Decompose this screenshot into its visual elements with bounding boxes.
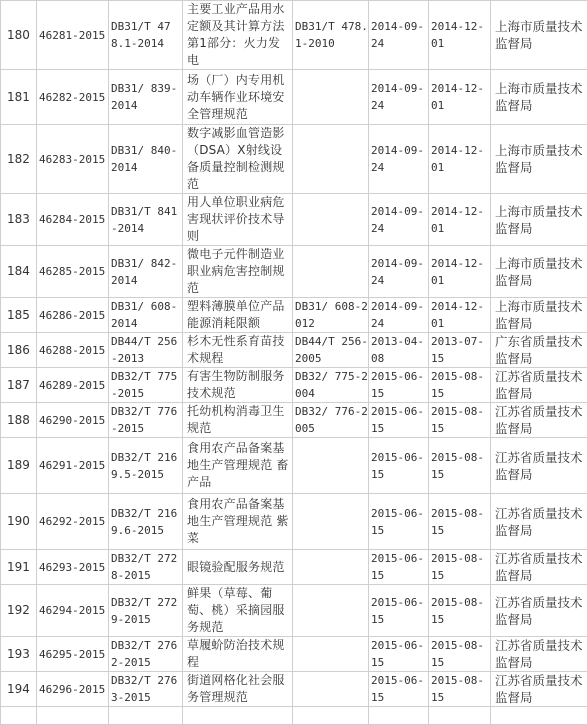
effective-date-cell xyxy=(429,707,491,725)
record-number-cell: 46290-2015 xyxy=(37,403,109,438)
effective-date-cell: 2014-12-01 xyxy=(429,298,491,333)
record-number-cell: 46288-2015 xyxy=(37,333,109,368)
issue-date-cell: 2014-09-24 xyxy=(369,1,429,70)
seq-cell: 182 xyxy=(1,125,37,194)
issue-date-cell: 2014-09-24 xyxy=(369,298,429,333)
standard-name-cell: 鲜果（草莓、葡萄、桃）采摘园服务规范 xyxy=(183,585,293,637)
authority-cell: 上海市质量技术监督局 xyxy=(491,70,587,125)
authority-cell: 江苏省质量技术监督局 xyxy=(491,585,587,637)
issue-date-cell: 2015-06-15 xyxy=(369,637,429,672)
record-number-cell: 46292-2015 xyxy=(37,494,109,550)
table-row xyxy=(1,494,587,550)
issue-date-cell: 2015-06-15 xyxy=(369,438,429,494)
table-row xyxy=(1,637,587,672)
effective-date-cell: 2013-07-15 xyxy=(429,333,491,368)
effective-date-cell: 2015-08-15 xyxy=(429,368,491,403)
authority-cell: 上海市质量技术监督局 xyxy=(491,298,587,333)
table-row xyxy=(1,298,587,333)
standard-name-cell: 用人单位职业病危害现状评价技术导则 xyxy=(183,194,293,246)
seq-cell xyxy=(1,707,37,725)
standard-name-cell: 主要工业产品用水定额及其计算方法 第1部分：火力发电 xyxy=(183,1,293,70)
table-row xyxy=(1,333,587,368)
seq-cell: 186 xyxy=(1,333,37,368)
seq-cell: 188 xyxy=(1,403,37,438)
effective-date-cell: 2015-08-15 xyxy=(429,494,491,550)
replaced-standard-cell xyxy=(293,707,369,725)
replaced-standard-cell: DB44/T 256-2005 xyxy=(293,333,369,368)
standard-name-cell: 食用农产品备案基地生产管理规范 紫菜 xyxy=(183,494,293,550)
effective-date-cell: 2015-08-15 xyxy=(429,438,491,494)
standard-number-cell: DB31/T 478.1-2014 xyxy=(109,1,183,70)
standard-name-cell: 杉木无性系育苗技术规程 xyxy=(183,333,293,368)
authority-cell: 上海市质量技术监督局 xyxy=(491,125,587,194)
authority-cell: 江苏省质量技术监督局 xyxy=(491,438,587,494)
authority-cell: 江苏省质量技术监督局 xyxy=(491,637,587,672)
standard-name-cell: 街道网格化社会服务管理规范 xyxy=(183,672,293,707)
effective-date-cell: 2014-12-01 xyxy=(429,246,491,298)
standard-number-cell: DB32/T 776-2015 xyxy=(109,403,183,438)
effective-date-cell: 2015-08-15 xyxy=(429,585,491,637)
standard-name-cell: 眼镜验配服务规范 xyxy=(183,550,293,585)
table-row xyxy=(1,672,587,707)
standard-number-cell: DB32/T 775-2015 xyxy=(109,368,183,403)
standard-name-cell: 有害生物防制服务技术规范 xyxy=(183,368,293,403)
seq-cell: 192 xyxy=(1,585,37,637)
standard-name-cell: 塑料薄膜单位产品能源消耗限额 xyxy=(183,298,293,333)
standard-number-cell: DB32/T 2169.6-2015 xyxy=(109,494,183,550)
standard-number-cell: DB44/T 256-2013 xyxy=(109,333,183,368)
table-row xyxy=(1,194,587,246)
replaced-standard-cell xyxy=(293,125,369,194)
record-number-cell: 46294-2015 xyxy=(37,585,109,637)
table-row xyxy=(1,550,587,585)
replaced-standard-cell xyxy=(293,438,369,494)
record-number-cell: 46289-2015 xyxy=(37,368,109,403)
standard-number-cell xyxy=(109,707,183,725)
issue-date-cell: 2015-06-15 xyxy=(369,550,429,585)
authority-cell xyxy=(491,707,587,725)
seq-cell: 187 xyxy=(1,368,37,403)
standard-number-cell: DB31/T 841-2014 xyxy=(109,194,183,246)
standard-number-cell: DB32/T 2762-2015 xyxy=(109,637,183,672)
effective-date-cell: 2014-12-01 xyxy=(429,70,491,125)
table-row xyxy=(1,246,587,298)
table-row xyxy=(1,125,587,194)
standard-name-cell: 食用农产品备案基地生产管理规范 畜产品 xyxy=(183,438,293,494)
standard-name-cell: 数字减影血管造影（DSA）X射线设备质量控制检测规范 xyxy=(183,125,293,194)
replaced-standard-cell xyxy=(293,672,369,707)
seq-cell: 193 xyxy=(1,637,37,672)
seq-cell: 189 xyxy=(1,438,37,494)
table-row xyxy=(1,707,587,725)
effective-date-cell: 2015-08-15 xyxy=(429,637,491,672)
standard-number-cell: DB32/T 2763-2015 xyxy=(109,672,183,707)
replaced-standard-cell xyxy=(293,194,369,246)
issue-date-cell: 2015-06-15 xyxy=(369,672,429,707)
replaced-standard-cell: DB32/ 776-2005 xyxy=(293,403,369,438)
replaced-standard-cell xyxy=(293,246,369,298)
authority-cell: 江苏省质量技术监督局 xyxy=(491,403,587,438)
seq-cell: 190 xyxy=(1,494,37,550)
replaced-standard-cell: DB31/ 608-2012 xyxy=(293,298,369,333)
seq-cell: 181 xyxy=(1,70,37,125)
issue-date-cell: 2014-09-24 xyxy=(369,125,429,194)
authority-cell: 上海市质量技术监督局 xyxy=(491,194,587,246)
record-number-cell: 46285-2015 xyxy=(37,246,109,298)
standard-number-cell: DB32/T 2169.5-2015 xyxy=(109,438,183,494)
standard-name-cell: 场（厂）内专用机动车辆作业环境安全管理规范 xyxy=(183,70,293,125)
replaced-standard-cell: DB31/T 478.1-2010 xyxy=(293,1,369,70)
standard-name-cell: 托幼机构消毒卫生规范 xyxy=(183,403,293,438)
table-body xyxy=(1,1,587,725)
record-number-cell: 46295-2015 xyxy=(37,637,109,672)
issue-date-cell xyxy=(369,707,429,725)
issue-date-cell: 2014-09-24 xyxy=(369,70,429,125)
table-row xyxy=(1,403,587,438)
issue-date-cell: 2015-06-15 xyxy=(369,585,429,637)
seq-cell: 191 xyxy=(1,550,37,585)
record-number-cell: 46291-2015 xyxy=(37,438,109,494)
issue-date-cell: 2015-06-15 xyxy=(369,494,429,550)
table-row xyxy=(1,1,587,70)
standard-number-cell: DB32/T 2729-2015 xyxy=(109,585,183,637)
standard-number-cell: DB31/ 840-2014 xyxy=(109,125,183,194)
authority-cell: 江苏省质量技术监督局 xyxy=(491,550,587,585)
effective-date-cell: 2015-08-15 xyxy=(429,672,491,707)
table-row xyxy=(1,70,587,125)
issue-date-cell: 2014-09-24 xyxy=(369,246,429,298)
standard-name-cell: 草履蚧防治技术规程 xyxy=(183,637,293,672)
seq-cell: 194 xyxy=(1,672,37,707)
replaced-standard-cell xyxy=(293,637,369,672)
standard-number-cell: DB32/T 2728-2015 xyxy=(109,550,183,585)
record-number-cell xyxy=(37,707,109,725)
table-row xyxy=(1,585,587,637)
authority-cell: 江苏省质量技术监督局 xyxy=(491,368,587,403)
replaced-standard-cell xyxy=(293,70,369,125)
record-number-cell: 46282-2015 xyxy=(37,70,109,125)
effective-date-cell: 2014-12-01 xyxy=(429,194,491,246)
effective-date-cell: 2014-12-01 xyxy=(429,125,491,194)
standard-number-cell: DB31/ 839-2014 xyxy=(109,70,183,125)
table-row xyxy=(1,438,587,494)
seq-cell: 184 xyxy=(1,246,37,298)
replaced-standard-cell: DB32/ 775-2004 xyxy=(293,368,369,403)
issue-date-cell: 2014-09-24 xyxy=(369,194,429,246)
effective-date-cell: 2015-08-15 xyxy=(429,403,491,438)
effective-date-cell: 2014-12-01 xyxy=(429,1,491,70)
authority-cell: 上海市质量技术监督局 xyxy=(491,246,587,298)
record-number-cell: 46296-2015 xyxy=(37,672,109,707)
authority-cell: 江苏省质量技术监督局 xyxy=(491,672,587,707)
table-row xyxy=(1,368,587,403)
effective-date-cell: 2015-08-15 xyxy=(429,550,491,585)
standard-name-cell xyxy=(183,707,293,725)
record-number-cell: 46281-2015 xyxy=(37,1,109,70)
issue-date-cell: 2013-04-08 xyxy=(369,333,429,368)
replaced-standard-cell xyxy=(293,550,369,585)
authority-cell: 广东省质量技术监督局 xyxy=(491,333,587,368)
replaced-standard-cell xyxy=(293,494,369,550)
seq-cell: 180 xyxy=(1,1,37,70)
record-number-cell: 46283-2015 xyxy=(37,125,109,194)
record-number-cell: 46284-2015 xyxy=(37,194,109,246)
authority-cell: 江苏省质量技术监督局 xyxy=(491,494,587,550)
record-number-cell: 46293-2015 xyxy=(37,550,109,585)
standard-number-cell: DB31/ 842-2014 xyxy=(109,246,183,298)
record-number-cell: 46286-2015 xyxy=(37,298,109,333)
issue-date-cell: 2015-06-15 xyxy=(369,403,429,438)
issue-date-cell: 2015-06-15 xyxy=(369,368,429,403)
standard-number-cell: DB31/ 608-2014 xyxy=(109,298,183,333)
seq-cell: 185 xyxy=(1,298,37,333)
standard-name-cell: 微电子元件制造业职业病危害控制规范 xyxy=(183,246,293,298)
replaced-standard-cell xyxy=(293,585,369,637)
seq-cell: 183 xyxy=(1,194,37,246)
authority-cell: 上海市质量技术监督局 xyxy=(491,1,587,70)
